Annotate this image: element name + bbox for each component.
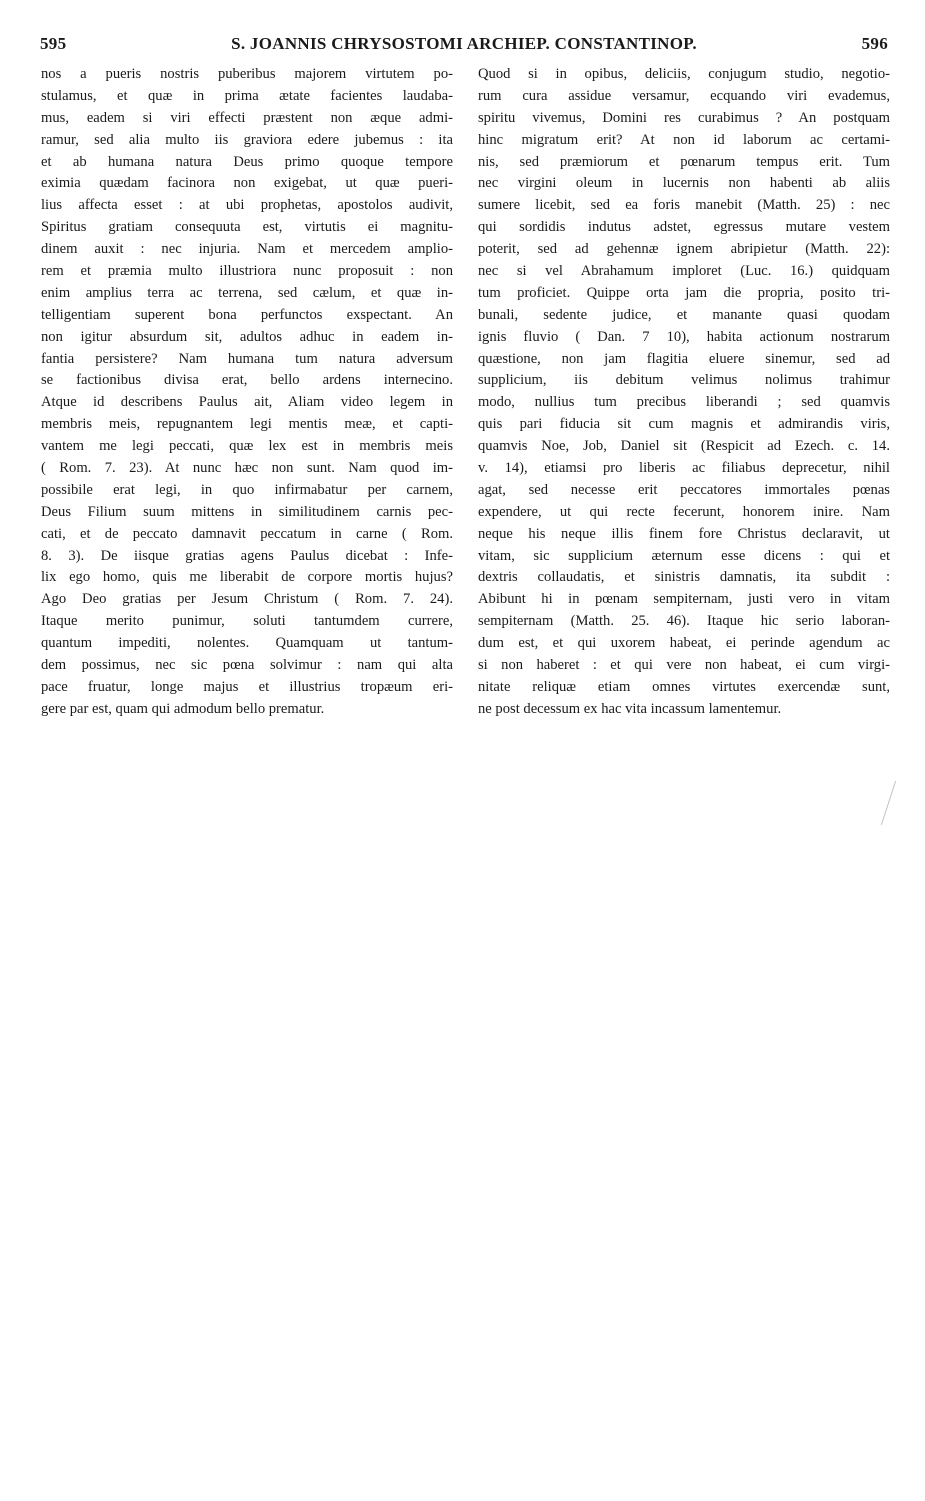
text-line: telligentiam superent bona perfunctos exspectant. An xyxy=(41,306,453,323)
page-header xyxy=(40,34,888,62)
running-title: S. JOANNIS CHRYSOSTOMI ARCHIEP. CONSTANTINOP. xyxy=(231,34,697,53)
text-line: Quod si in opibus, deliciis, conjugum studio, negotio- xyxy=(478,66,890,82)
text-line: expendere, ut qui recte fecerunt, honorem inire. Nam xyxy=(478,503,890,520)
text-line: et ab humana natura Deus primo quoque tempore xyxy=(41,153,453,170)
text-line: Atque id describens Paulus ait, Aliam video legem in xyxy=(41,394,453,411)
right-column xyxy=(478,64,890,721)
text-line: supplicium, iis debitum velimus nolimus trahimur xyxy=(478,372,890,389)
text-line: rum cura assidue versamur, ecquando viri evademus, xyxy=(478,87,890,104)
text-line: qui sordidis indutus adstet, egressus mutare vestem xyxy=(478,219,890,236)
text-line: bunali, sedente judice, et manante quasi quodam xyxy=(478,306,890,323)
text-line: sumere licebit, sed ea foris manebit (Matth. 25) : nec xyxy=(478,197,890,214)
text-line: dinem auxit : nec injuria. Nam et mercedem amplio- xyxy=(41,241,453,258)
text-line: modo, nullius tum precibus liberandi ; sed quamvis xyxy=(478,394,890,411)
text-line: nis, sed præmiorum et pœnarum tempus erit. Tum xyxy=(478,153,890,170)
text-line: v. 14), etiamsi pro liberis ac filiabus deprecetur, nihil xyxy=(478,460,890,477)
text-line: Spiritus gratiam consequuta est, virtutis ei magnitu- xyxy=(41,219,453,236)
page-number-right: 596 xyxy=(861,34,888,53)
text-line: vitam, sic supplicium æternum esse dicens : qui et xyxy=(478,547,890,564)
text-line: stulamus, et quæ in prima ætate facientes laudaba- xyxy=(41,87,453,104)
text-line: quis pari fiducia sit cum magnis et admirandis viris, xyxy=(478,416,890,433)
text-line: vantem me legi peccati, quæ lex est in membris meis xyxy=(41,438,453,455)
text-line: rem et præmia multo illustriora nunc proposuit : non xyxy=(41,263,453,280)
margin-pencil-mark xyxy=(881,781,896,825)
text-line: fantia persistere? Nam humana tum natura adversum xyxy=(41,350,453,367)
text-line: quantum impediti, nolentes. Quamquam ut tantum- xyxy=(41,635,453,652)
text-line: dum est, et qui uxorem habeat, ei perinde agendum ac xyxy=(478,635,890,652)
text-line: quæstione, non jam flagitia eluere sinemur, sed ad xyxy=(478,350,890,367)
text-line: cati, et de peccato damnavit peccatum in carne ( Rom. xyxy=(41,525,453,542)
text-line: dextris collaudatis, et sinistris damnatis, ita subdit : xyxy=(478,569,890,586)
text-line: poterit, sed ad gehennæ ignem abripietur (Matth. 22): xyxy=(478,241,890,258)
text-line: nitate reliquæ etiam omnes virtutes exercendæ sunt, xyxy=(478,678,890,695)
text-line: gere par est, quam qui admodum bello prematur. xyxy=(41,700,325,717)
text-line: Itaque merito punimur, soluti tantumdem currere, xyxy=(41,613,453,630)
text-line: Ago Deo gratias per Jesum Christum ( Rom. 7. 24). xyxy=(41,591,453,608)
text-line: eximia quædam facinora non exigebat, ut quæ pueri- xyxy=(41,175,453,192)
text-line: ( Rom. 7. 23). At nunc hæc non sunt. Nam quod im- xyxy=(41,460,453,477)
text-line: si non haberet : et qui vere non habeat, ei cum virgi- xyxy=(478,657,890,674)
text-line: agat, sed necesse erit peccatores immortales pœnas xyxy=(478,481,890,498)
text-line: se factionibus divisa erat, bello ardens internecino. xyxy=(41,372,453,389)
text-line: tum proficiet. Quippe orta jam die propria, posito tri- xyxy=(478,284,890,301)
text-line: 8. 3). De iisque gratias agens Paulus dicebat : Infe- xyxy=(41,547,453,564)
text-line: quamvis Noe, Job, Daniel sit (Respicit ad Ezech. c. 14. xyxy=(478,438,890,455)
text-line: hinc migratum erit? At non id laborum ac certami- xyxy=(478,131,890,148)
text-line: lius affecta esset : at ubi prophetas, apostolos audivit, xyxy=(41,197,453,214)
text-line: dem possimus, nec sic pœna solvimur : nam qui alta xyxy=(41,657,453,674)
text-line: mus, eadem si viri effecti præstent non æque admi- xyxy=(41,109,453,126)
text-line: lix ego homo, quis me liberabit de corpore mortis hujus? xyxy=(41,569,453,586)
text-line: nec virgini oleum in lucernis non habenti ab aliis xyxy=(478,175,890,192)
text-line: nos a pueris nostris puberibus majorem virtutem po- xyxy=(41,66,453,82)
text-line: possibile erat legi, in quo infirmabatur per carnem, xyxy=(41,481,453,498)
text-line: spiritu vivemus, Domini res curabimus ? An postquam xyxy=(478,109,890,126)
text-line: ramur, sed alia multo iis graviora edere jubemus : ita xyxy=(41,131,453,148)
text-line: ne post decessum ex hac vita incassum lamentemur. xyxy=(478,700,782,717)
text-line: Abibunt hi in pœnam sempiternam, justi vero in vitam xyxy=(478,591,890,608)
page-number-left: 595 xyxy=(40,34,67,53)
text-line: nec si vel Abrahamum imploret (Luc. 16.) quidquam xyxy=(478,263,890,280)
text-line: Deus Filium suum mittens in similitudinem carnis pec- xyxy=(41,503,453,520)
text-line: ignis fluvio ( Dan. 7 10), habita actionum nostrarum xyxy=(478,328,890,345)
left-column xyxy=(41,64,453,721)
text-line: non igitur absurdum sit, adultos adhuc in eadem in- xyxy=(41,328,453,345)
text-line: sempiternam (Matth. 25. 46). Itaque hic serio laboran- xyxy=(478,613,890,630)
text-line: neque his neque illis finem fore Christus declaravit, ut xyxy=(478,525,890,542)
text-line: enim amplius terra ac terrena, sed cælum, et quæ in- xyxy=(41,284,453,301)
text-line: membris meis, repugnantem legi mentis meæ, et capti- xyxy=(41,416,453,433)
text-line: pace fruatur, longe majus et illustrius tropæum eri- xyxy=(41,678,453,695)
